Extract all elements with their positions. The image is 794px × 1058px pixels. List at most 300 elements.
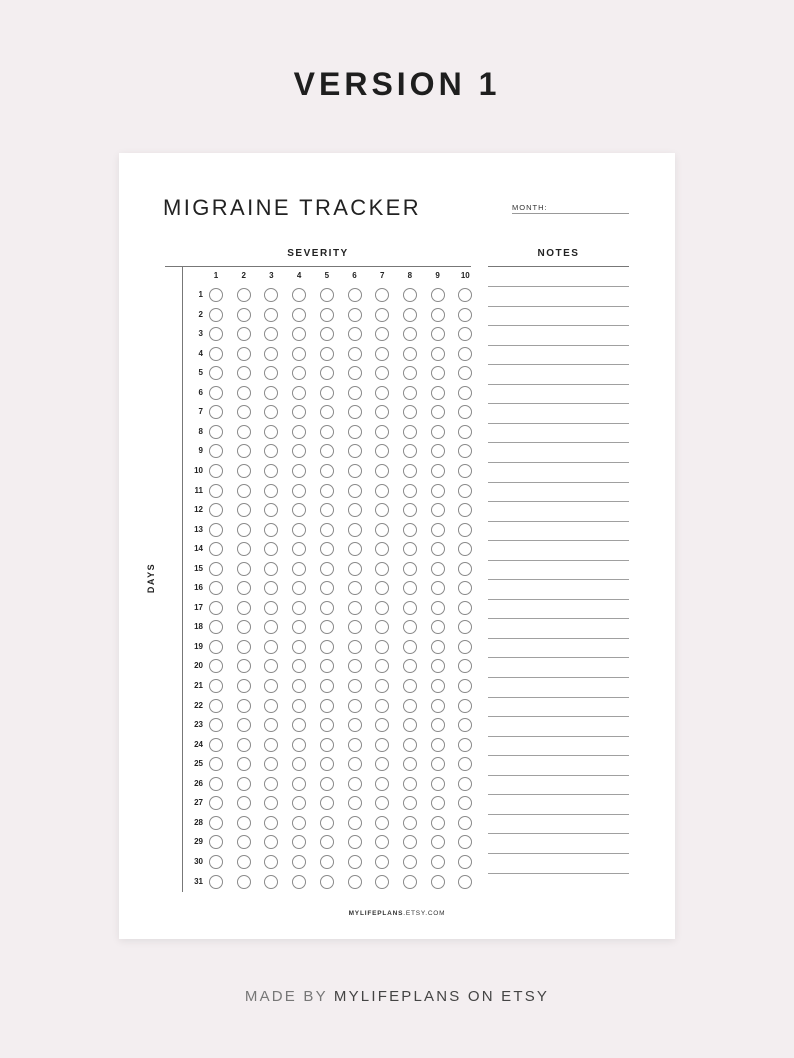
severity-bubble-day9-level6[interactable] <box>348 444 362 458</box>
severity-bubble-day6-level2[interactable] <box>237 386 251 400</box>
severity-bubble-day10-level4[interactable] <box>292 464 306 478</box>
severity-bubble-day18-level1[interactable] <box>209 620 223 634</box>
severity-bubble-day27-level2[interactable] <box>237 796 251 810</box>
severity-bubble-day10-level8[interactable] <box>403 464 417 478</box>
severity-bubble-day15-level9[interactable] <box>431 562 445 576</box>
note-line-day13[interactable] <box>488 521 629 522</box>
severity-bubble-day26-level3[interactable] <box>264 777 278 791</box>
severity-bubble-day26-level7[interactable] <box>375 777 389 791</box>
severity-bubble-day4-level6[interactable] <box>348 347 362 361</box>
severity-bubble-day26-level6[interactable] <box>348 777 362 791</box>
severity-bubble-day16-level9[interactable] <box>431 581 445 595</box>
severity-bubble-day10-level2[interactable] <box>237 464 251 478</box>
severity-bubble-day31-level10[interactable] <box>458 875 472 889</box>
severity-bubble-day18-level8[interactable] <box>403 620 417 634</box>
severity-bubble-day16-level7[interactable] <box>375 581 389 595</box>
severity-bubble-day29-level7[interactable] <box>375 835 389 849</box>
severity-bubble-day7-level5[interactable] <box>320 405 334 419</box>
severity-bubble-day11-level4[interactable] <box>292 484 306 498</box>
severity-bubble-day28-level10[interactable] <box>458 816 472 830</box>
severity-bubble-day6-level6[interactable] <box>348 386 362 400</box>
severity-bubble-day29-level8[interactable] <box>403 835 417 849</box>
severity-bubble-day5-level9[interactable] <box>431 366 445 380</box>
severity-bubble-day15-level5[interactable] <box>320 562 334 576</box>
severity-bubble-day4-level5[interactable] <box>320 347 334 361</box>
severity-bubble-day21-level10[interactable] <box>458 679 472 693</box>
severity-bubble-day11-level5[interactable] <box>320 484 334 498</box>
severity-bubble-day26-level8[interactable] <box>403 777 417 791</box>
severity-bubble-day27-level9[interactable] <box>431 796 445 810</box>
severity-bubble-day6-level10[interactable] <box>458 386 472 400</box>
severity-bubble-day11-level3[interactable] <box>264 484 278 498</box>
severity-bubble-day1-level10[interactable] <box>458 288 472 302</box>
severity-bubble-day2-level7[interactable] <box>375 308 389 322</box>
severity-bubble-day13-level4[interactable] <box>292 523 306 537</box>
severity-bubble-day1-level5[interactable] <box>320 288 334 302</box>
severity-bubble-day25-level1[interactable] <box>209 757 223 771</box>
severity-bubble-day7-level1[interactable] <box>209 405 223 419</box>
severity-bubble-day4-level8[interactable] <box>403 347 417 361</box>
severity-bubble-day28-level7[interactable] <box>375 816 389 830</box>
severity-bubble-day8-level6[interactable] <box>348 425 362 439</box>
severity-bubble-day13-level9[interactable] <box>431 523 445 537</box>
severity-bubble-day22-level9[interactable] <box>431 699 445 713</box>
severity-bubble-day19-level9[interactable] <box>431 640 445 654</box>
severity-bubble-day13-level5[interactable] <box>320 523 334 537</box>
severity-bubble-day14-level7[interactable] <box>375 542 389 556</box>
severity-bubble-day24-level3[interactable] <box>264 738 278 752</box>
severity-bubble-day26-level10[interactable] <box>458 777 472 791</box>
severity-bubble-day21-level1[interactable] <box>209 679 223 693</box>
severity-bubble-day16-level8[interactable] <box>403 581 417 595</box>
severity-bubble-day28-level3[interactable] <box>264 816 278 830</box>
severity-bubble-day9-level1[interactable] <box>209 444 223 458</box>
note-line-day17[interactable] <box>488 599 629 600</box>
severity-bubble-day5-level4[interactable] <box>292 366 306 380</box>
severity-bubble-day1-level8[interactable] <box>403 288 417 302</box>
severity-bubble-day24-level4[interactable] <box>292 738 306 752</box>
severity-bubble-day7-level8[interactable] <box>403 405 417 419</box>
severity-bubble-day4-level10[interactable] <box>458 347 472 361</box>
severity-bubble-day4-level4[interactable] <box>292 347 306 361</box>
severity-bubble-day20-level9[interactable] <box>431 659 445 673</box>
severity-bubble-day30-level7[interactable] <box>375 855 389 869</box>
severity-bubble-day30-level6[interactable] <box>348 855 362 869</box>
severity-bubble-day8-level7[interactable] <box>375 425 389 439</box>
severity-bubble-day31-level5[interactable] <box>320 875 334 889</box>
severity-bubble-day29-level2[interactable] <box>237 835 251 849</box>
note-line-day5[interactable] <box>488 364 629 365</box>
severity-bubble-day25-level10[interactable] <box>458 757 472 771</box>
severity-bubble-day21-level9[interactable] <box>431 679 445 693</box>
severity-bubble-day5-level7[interactable] <box>375 366 389 380</box>
severity-bubble-day28-level1[interactable] <box>209 816 223 830</box>
severity-bubble-day3-level3[interactable] <box>264 327 278 341</box>
note-line-day29[interactable] <box>488 833 629 834</box>
severity-bubble-day22-level4[interactable] <box>292 699 306 713</box>
severity-bubble-day12-level3[interactable] <box>264 503 278 517</box>
severity-bubble-day15-level3[interactable] <box>264 562 278 576</box>
severity-bubble-day25-level5[interactable] <box>320 757 334 771</box>
severity-bubble-day18-level3[interactable] <box>264 620 278 634</box>
severity-bubble-day21-level7[interactable] <box>375 679 389 693</box>
severity-bubble-day29-level5[interactable] <box>320 835 334 849</box>
severity-bubble-day24-level1[interactable] <box>209 738 223 752</box>
severity-bubble-day7-level3[interactable] <box>264 405 278 419</box>
severity-bubble-day20-level5[interactable] <box>320 659 334 673</box>
severity-bubble-day7-level4[interactable] <box>292 405 306 419</box>
severity-bubble-day27-level4[interactable] <box>292 796 306 810</box>
severity-bubble-day27-level5[interactable] <box>320 796 334 810</box>
severity-bubble-day21-level6[interactable] <box>348 679 362 693</box>
severity-bubble-day2-level2[interactable] <box>237 308 251 322</box>
severity-bubble-day24-level5[interactable] <box>320 738 334 752</box>
severity-bubble-day2-level4[interactable] <box>292 308 306 322</box>
severity-bubble-day27-level3[interactable] <box>264 796 278 810</box>
note-line-day22[interactable] <box>488 697 629 698</box>
severity-bubble-day25-level3[interactable] <box>264 757 278 771</box>
severity-bubble-day16-level1[interactable] <box>209 581 223 595</box>
severity-bubble-day20-level3[interactable] <box>264 659 278 673</box>
severity-bubble-day13-level2[interactable] <box>237 523 251 537</box>
severity-bubble-day30-level10[interactable] <box>458 855 472 869</box>
severity-bubble-day28-level8[interactable] <box>403 816 417 830</box>
month-field-line[interactable] <box>512 213 629 214</box>
severity-bubble-day14-level5[interactable] <box>320 542 334 556</box>
severity-bubble-day10-level3[interactable] <box>264 464 278 478</box>
severity-bubble-day28-level9[interactable] <box>431 816 445 830</box>
severity-bubble-day1-level3[interactable] <box>264 288 278 302</box>
severity-bubble-day1-level7[interactable] <box>375 288 389 302</box>
severity-bubble-day5-level3[interactable] <box>264 366 278 380</box>
severity-bubble-day5-level5[interactable] <box>320 366 334 380</box>
severity-bubble-day22-level6[interactable] <box>348 699 362 713</box>
note-line-day3[interactable] <box>488 325 629 326</box>
severity-bubble-day30-level2[interactable] <box>237 855 251 869</box>
severity-bubble-day14-level9[interactable] <box>431 542 445 556</box>
severity-bubble-day20-level1[interactable] <box>209 659 223 673</box>
severity-bubble-day7-level10[interactable] <box>458 405 472 419</box>
note-line-day23[interactable] <box>488 716 629 717</box>
severity-bubble-day25-level6[interactable] <box>348 757 362 771</box>
severity-bubble-day11-level9[interactable] <box>431 484 445 498</box>
severity-bubble-day20-level6[interactable] <box>348 659 362 673</box>
severity-bubble-day9-level3[interactable] <box>264 444 278 458</box>
severity-bubble-day6-level3[interactable] <box>264 386 278 400</box>
severity-bubble-day30-level1[interactable] <box>209 855 223 869</box>
severity-bubble-day10-level10[interactable] <box>458 464 472 478</box>
severity-bubble-day27-level8[interactable] <box>403 796 417 810</box>
severity-bubble-day24-level2[interactable] <box>237 738 251 752</box>
severity-bubble-day29-level9[interactable] <box>431 835 445 849</box>
severity-bubble-day7-level2[interactable] <box>237 405 251 419</box>
note-line-day1[interactable] <box>488 286 629 287</box>
severity-bubble-day31-level4[interactable] <box>292 875 306 889</box>
severity-bubble-day4-level9[interactable] <box>431 347 445 361</box>
severity-bubble-day20-level4[interactable] <box>292 659 306 673</box>
severity-bubble-day1-level9[interactable] <box>431 288 445 302</box>
severity-bubble-day8-level9[interactable] <box>431 425 445 439</box>
severity-bubble-day18-level2[interactable] <box>237 620 251 634</box>
severity-bubble-day25-level4[interactable] <box>292 757 306 771</box>
severity-bubble-day17-level9[interactable] <box>431 601 445 615</box>
severity-bubble-day3-level10[interactable] <box>458 327 472 341</box>
severity-bubble-day13-level10[interactable] <box>458 523 472 537</box>
severity-bubble-day21-level3[interactable] <box>264 679 278 693</box>
severity-bubble-day16-level6[interactable] <box>348 581 362 595</box>
severity-bubble-day26-level2[interactable] <box>237 777 251 791</box>
severity-bubble-day18-level6[interactable] <box>348 620 362 634</box>
severity-bubble-day24-level8[interactable] <box>403 738 417 752</box>
severity-bubble-day22-level7[interactable] <box>375 699 389 713</box>
severity-bubble-day17-level8[interactable] <box>403 601 417 615</box>
severity-bubble-day5-level8[interactable] <box>403 366 417 380</box>
severity-bubble-day24-level9[interactable] <box>431 738 445 752</box>
severity-bubble-day19-level7[interactable] <box>375 640 389 654</box>
severity-bubble-day20-level2[interactable] <box>237 659 251 673</box>
severity-bubble-day2-level8[interactable] <box>403 308 417 322</box>
note-line-day26[interactable] <box>488 775 629 776</box>
severity-bubble-day23-level10[interactable] <box>458 718 472 732</box>
note-line-day7[interactable] <box>488 403 629 404</box>
severity-bubble-day15-level6[interactable] <box>348 562 362 576</box>
severity-bubble-day30-level3[interactable] <box>264 855 278 869</box>
severity-bubble-day15-level1[interactable] <box>209 562 223 576</box>
severity-bubble-day16-level10[interactable] <box>458 581 472 595</box>
severity-bubble-day14-level1[interactable] <box>209 542 223 556</box>
severity-bubble-day2-level10[interactable] <box>458 308 472 322</box>
severity-bubble-day25-level7[interactable] <box>375 757 389 771</box>
severity-bubble-day11-level2[interactable] <box>237 484 251 498</box>
severity-bubble-day13-level8[interactable] <box>403 523 417 537</box>
severity-bubble-day9-level4[interactable] <box>292 444 306 458</box>
note-line-day25[interactable] <box>488 755 629 756</box>
severity-bubble-day6-level9[interactable] <box>431 386 445 400</box>
severity-bubble-day2-level9[interactable] <box>431 308 445 322</box>
severity-bubble-day27-level1[interactable] <box>209 796 223 810</box>
severity-bubble-day17-level2[interactable] <box>237 601 251 615</box>
severity-bubble-day23-level4[interactable] <box>292 718 306 732</box>
severity-bubble-day12-level4[interactable] <box>292 503 306 517</box>
severity-bubble-day5-level2[interactable] <box>237 366 251 380</box>
severity-bubble-day19-level8[interactable] <box>403 640 417 654</box>
severity-bubble-day26-level5[interactable] <box>320 777 334 791</box>
severity-bubble-day31-level9[interactable] <box>431 875 445 889</box>
note-line-day12[interactable] <box>488 501 629 502</box>
severity-bubble-day23-level8[interactable] <box>403 718 417 732</box>
severity-bubble-day18-level4[interactable] <box>292 620 306 634</box>
severity-bubble-day4-level2[interactable] <box>237 347 251 361</box>
severity-bubble-day12-level5[interactable] <box>320 503 334 517</box>
note-line-day10[interactable] <box>488 462 629 463</box>
severity-bubble-day20-level7[interactable] <box>375 659 389 673</box>
note-line-day24[interactable] <box>488 736 629 737</box>
severity-bubble-day8-level5[interactable] <box>320 425 334 439</box>
note-line-day11[interactable] <box>488 482 629 483</box>
note-line-day8[interactable] <box>488 423 629 424</box>
severity-bubble-day16-level2[interactable] <box>237 581 251 595</box>
severity-bubble-day16-level5[interactable] <box>320 581 334 595</box>
severity-bubble-day28-level5[interactable] <box>320 816 334 830</box>
severity-bubble-day14-level8[interactable] <box>403 542 417 556</box>
severity-bubble-day16-level3[interactable] <box>264 581 278 595</box>
severity-bubble-day19-level10[interactable] <box>458 640 472 654</box>
severity-bubble-day23-level2[interactable] <box>237 718 251 732</box>
severity-bubble-day15-level4[interactable] <box>292 562 306 576</box>
severity-bubble-day15-level10[interactable] <box>458 562 472 576</box>
severity-bubble-day3-level5[interactable] <box>320 327 334 341</box>
severity-bubble-day2-level3[interactable] <box>264 308 278 322</box>
severity-bubble-day29-level1[interactable] <box>209 835 223 849</box>
severity-bubble-day28-level6[interactable] <box>348 816 362 830</box>
severity-bubble-day6-level8[interactable] <box>403 386 417 400</box>
note-line-day9[interactable] <box>488 442 629 443</box>
severity-bubble-day12-level9[interactable] <box>431 503 445 517</box>
severity-bubble-day15-level8[interactable] <box>403 562 417 576</box>
note-line-day28[interactable] <box>488 814 629 815</box>
severity-bubble-day27-level10[interactable] <box>458 796 472 810</box>
severity-bubble-day31-level2[interactable] <box>237 875 251 889</box>
note-line-day15[interactable] <box>488 560 629 561</box>
severity-bubble-day8-level10[interactable] <box>458 425 472 439</box>
severity-bubble-day2-level6[interactable] <box>348 308 362 322</box>
severity-bubble-day11-level10[interactable] <box>458 484 472 498</box>
note-line-day2[interactable] <box>488 306 629 307</box>
severity-bubble-day19-level2[interactable] <box>237 640 251 654</box>
severity-bubble-day29-level3[interactable] <box>264 835 278 849</box>
severity-bubble-day20-level8[interactable] <box>403 659 417 673</box>
severity-bubble-day17-level5[interactable] <box>320 601 334 615</box>
severity-bubble-day17-level4[interactable] <box>292 601 306 615</box>
severity-bubble-day13-level3[interactable] <box>264 523 278 537</box>
severity-bubble-day25-level9[interactable] <box>431 757 445 771</box>
severity-bubble-day12-level1[interactable] <box>209 503 223 517</box>
severity-bubble-day3-level1[interactable] <box>209 327 223 341</box>
severity-bubble-day26-level1[interactable] <box>209 777 223 791</box>
severity-bubble-day8-level1[interactable] <box>209 425 223 439</box>
severity-bubble-day14-level3[interactable] <box>264 542 278 556</box>
severity-bubble-day6-level4[interactable] <box>292 386 306 400</box>
severity-bubble-day19-level1[interactable] <box>209 640 223 654</box>
severity-bubble-day17-level1[interactable] <box>209 601 223 615</box>
severity-bubble-day12-level2[interactable] <box>237 503 251 517</box>
note-line-day21[interactable] <box>488 677 629 678</box>
severity-bubble-day18-level7[interactable] <box>375 620 389 634</box>
severity-bubble-day19-level4[interactable] <box>292 640 306 654</box>
severity-bubble-day27-level7[interactable] <box>375 796 389 810</box>
note-line-day6[interactable] <box>488 384 629 385</box>
severity-bubble-day21-level4[interactable] <box>292 679 306 693</box>
severity-bubble-day6-level5[interactable] <box>320 386 334 400</box>
severity-bubble-day18-level5[interactable] <box>320 620 334 634</box>
severity-bubble-day11-level6[interactable] <box>348 484 362 498</box>
severity-bubble-day9-level9[interactable] <box>431 444 445 458</box>
note-line-day16[interactable] <box>488 579 629 580</box>
severity-bubble-day5-level10[interactable] <box>458 366 472 380</box>
severity-bubble-day13-level6[interactable] <box>348 523 362 537</box>
severity-bubble-day27-level6[interactable] <box>348 796 362 810</box>
severity-bubble-day1-level2[interactable] <box>237 288 251 302</box>
severity-bubble-day29-level6[interactable] <box>348 835 362 849</box>
severity-bubble-day30-level4[interactable] <box>292 855 306 869</box>
severity-bubble-day23-level3[interactable] <box>264 718 278 732</box>
severity-bubble-day30-level5[interactable] <box>320 855 334 869</box>
severity-bubble-day17-level10[interactable] <box>458 601 472 615</box>
severity-bubble-day31-level7[interactable] <box>375 875 389 889</box>
severity-bubble-day24-level7[interactable] <box>375 738 389 752</box>
severity-bubble-day23-level5[interactable] <box>320 718 334 732</box>
severity-bubble-day17-level6[interactable] <box>348 601 362 615</box>
severity-bubble-day18-level9[interactable] <box>431 620 445 634</box>
severity-bubble-day22-level5[interactable] <box>320 699 334 713</box>
severity-bubble-day7-level6[interactable] <box>348 405 362 419</box>
severity-bubble-day25-level8[interactable] <box>403 757 417 771</box>
note-line-day19[interactable] <box>488 638 629 639</box>
severity-bubble-day6-level1[interactable] <box>209 386 223 400</box>
severity-bubble-day10-level9[interactable] <box>431 464 445 478</box>
severity-bubble-day17-level7[interactable] <box>375 601 389 615</box>
severity-bubble-day23-level1[interactable] <box>209 718 223 732</box>
severity-bubble-day14-level10[interactable] <box>458 542 472 556</box>
severity-bubble-day23-level6[interactable] <box>348 718 362 732</box>
severity-bubble-day18-level10[interactable] <box>458 620 472 634</box>
severity-bubble-day23-level9[interactable] <box>431 718 445 732</box>
severity-bubble-day9-level7[interactable] <box>375 444 389 458</box>
severity-bubble-day22-level2[interactable] <box>237 699 251 713</box>
severity-bubble-day15-level7[interactable] <box>375 562 389 576</box>
severity-bubble-day8-level3[interactable] <box>264 425 278 439</box>
severity-bubble-day19-level3[interactable] <box>264 640 278 654</box>
severity-bubble-day29-level4[interactable] <box>292 835 306 849</box>
severity-bubble-day28-level4[interactable] <box>292 816 306 830</box>
severity-bubble-day7-level9[interactable] <box>431 405 445 419</box>
severity-bubble-day23-level7[interactable] <box>375 718 389 732</box>
severity-bubble-day3-level8[interactable] <box>403 327 417 341</box>
severity-bubble-day21-level8[interactable] <box>403 679 417 693</box>
severity-bubble-day21-level2[interactable] <box>237 679 251 693</box>
severity-bubble-day15-level2[interactable] <box>237 562 251 576</box>
severity-bubble-day4-level7[interactable] <box>375 347 389 361</box>
note-line-day27[interactable] <box>488 794 629 795</box>
note-line-day31[interactable] <box>488 873 629 874</box>
severity-bubble-day8-level4[interactable] <box>292 425 306 439</box>
severity-bubble-day22-level10[interactable] <box>458 699 472 713</box>
severity-bubble-day24-level10[interactable] <box>458 738 472 752</box>
severity-bubble-day7-level7[interactable] <box>375 405 389 419</box>
severity-bubble-day4-level1[interactable] <box>209 347 223 361</box>
severity-bubble-day8-level2[interactable] <box>237 425 251 439</box>
severity-bubble-day31-level6[interactable] <box>348 875 362 889</box>
severity-bubble-day30-level9[interactable] <box>431 855 445 869</box>
note-line-day4[interactable] <box>488 345 629 346</box>
severity-bubble-day10-level6[interactable] <box>348 464 362 478</box>
severity-bubble-day5-level6[interactable] <box>348 366 362 380</box>
severity-bubble-day22-level8[interactable] <box>403 699 417 713</box>
severity-bubble-day17-level3[interactable] <box>264 601 278 615</box>
severity-bubble-day13-level7[interactable] <box>375 523 389 537</box>
severity-bubble-day3-level9[interactable] <box>431 327 445 341</box>
severity-bubble-day2-level5[interactable] <box>320 308 334 322</box>
note-line-day20[interactable] <box>488 657 629 658</box>
note-line-day30[interactable] <box>488 853 629 854</box>
severity-bubble-day4-level3[interactable] <box>264 347 278 361</box>
severity-bubble-day11-level7[interactable] <box>375 484 389 498</box>
severity-bubble-day24-level6[interactable] <box>348 738 362 752</box>
severity-bubble-day1-level1[interactable] <box>209 288 223 302</box>
severity-bubble-day10-level5[interactable] <box>320 464 334 478</box>
severity-bubble-day9-level2[interactable] <box>237 444 251 458</box>
severity-bubble-day10-level7[interactable] <box>375 464 389 478</box>
